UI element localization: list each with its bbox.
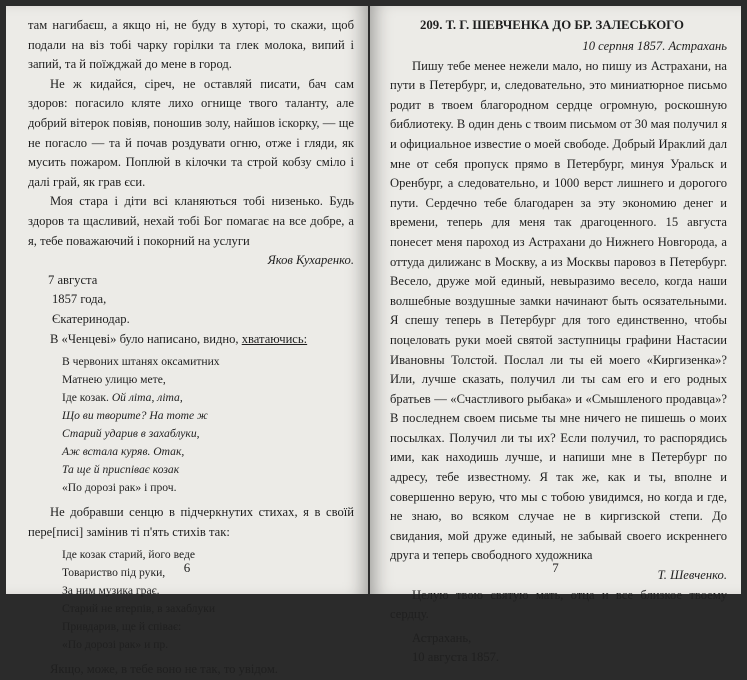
poem-line: Товариство під руки, [62,566,166,580]
left-page [6,6,368,677]
letter-date: 10 серпня 1857. Астрахань [582,39,727,53]
right-place-date: 10 августа 1857. [412,650,500,665]
poem-line: Та ще й приспіває козак [62,463,180,477]
poem-line: Старий ударив в захаблуки, [62,427,200,441]
poem-line: Іде козак старий, його веде [62,548,196,562]
right-signature: Т. Шевченко. [657,568,727,583]
poem-line: В червоних штанях оксамитних [62,355,220,369]
left-paragraph-3: Моя стара і діти всі кланяються тобі низенько. Будь здоров та щасливий, нехай тобі Бог помагає на все добре, а я, тебе поважаючий і покорний на услуги [28,194,354,248]
poem-line: Привдарив, ще й співає: [62,620,182,634]
poem-line: За ним музика грає. [62,584,160,598]
intro-text: В «Ченцеві» було написано, видно, [50,331,242,346]
left-date-line: Єкатеринодар. [52,311,130,326]
letter-heading: 209. Т. Г. ШЕВЧЕНКА ДО БР. ЗАЛЕСЬКОГО [420,18,684,32]
left-intro-line [28,330,354,350]
poem-line: Старий не втерпів, в захаблуки [62,602,216,616]
poem-line: Іде козак. Ой літа, літа, [62,391,183,405]
left-date-line: 7 августа [48,272,98,287]
left-signature: Яков Кухаренко. [267,253,354,268]
page-number-left: 6 [183,560,191,575]
letter-closing: Целую твою святую мать, отца и все близкое твоему сердцу. [390,587,727,622]
left-paragraph-4: Не добравши сенцю в підчеркнутих стихах, я в своїй пере[писі] замінив ті п'ять стихів так: [28,505,354,539]
left-paragraph-1: там нагибаєш, а якщо ні, не буду в хуторі, то скажи, щоб подали на віз тобі чарку горілки та глек молока, випий і запий, та й поїжджай до мене в город. [28,18,354,72]
left-paragraph-5: Якщо, може, в тебе воно не так, то увідом. [50,662,278,677]
letter-body: Пишу тебе менее нежели мало, но пишу из Астрахани, на пути в Петербург, и, следовательно, это миниатюрное письмо родит в твоем благородном сердце огромную, роскошную библиотеку. В один день с твоим письмом от 30 мая получил я и официальное известие о моей свободе. Добрый Ираклий дал мне от себя пропуск прямо в Петербург, минуя Уральск и Оренбург, а следовательно, и 1000 верст лишнего и дорогого пути. Сердечно тебе благодарен за эту экономию денег и времени, теперь для меня так драгоценного. 15 августа понесет меня пароход из Астрахани до Нижнего Новгорода, а оттуда дилижанс в Москву, а из Москвы паровоз в Петербург. Весело, друже мой единый, невыразимо весело, когда наши волшебные воздушные замки начинают быть осязательными. Я спешу теперь в Петербург для того единственно, чтобы поцеловать руки моей святой заступницы графини Настасии Ивановны Толстой. Послал ли ты ей моего «Киргизенка»? Или, лучше сказать, получил ли ты сам его и его родных братьев — «Счастливого рыбака» и «Смышленого продавца»? В последнем своем письме ты мне ничего не пишешь о моих посылках. Получил ли ты их? Если получил, то распорядись ими, как находишь лучше, и напиши мне в Петербург по адресу, тебе известному. Я так же, как и ты, вполне и совершенно верую, что мы с тобою увидимся, но когда и где, не знаю, во всяком случае не в киргизской степи. До свидания, мой друже единый, не забывай своего искреннего друга и теперь свободного художника [390,58,727,563]
left-paragraph-2: Не ж кидайся, сіреч, не оставляй писати, бач сам здоров: погасило кляте лихо огнище твого таланту, але добрий вітерок повіяв, поношив золу, найшов іскорку, — ще не погасло — та й почав роздувати огню, отже і гляди, як мусить пожаром. Поплюй в кілочки та строй кобзу сміло і далі грай, як грав єси. [28,76,354,189]
poem-line: Що ви творите? На тоте ж [62,409,208,423]
page-number-right: 7 [552,560,559,575]
left-date-block [48,271,354,330]
poem-1 [62,353,354,497]
poem-italic-part: Ой літа, літа, [111,391,183,405]
right-place: Астрахань, [412,630,472,645]
right-place-block [412,629,727,668]
poem-line: Аж встала куряв. Отак, [62,445,185,459]
poem-line: Матнею улицю мете, [62,373,166,387]
right-page [370,6,741,665]
intro-underlined: хватаючись: [241,331,308,346]
poem-line: «По дорозі рак» і проч. [62,481,177,495]
left-date-line: 1857 года, [52,292,107,307]
poem-line: «По дорозі рак» и пр. [62,638,169,652]
